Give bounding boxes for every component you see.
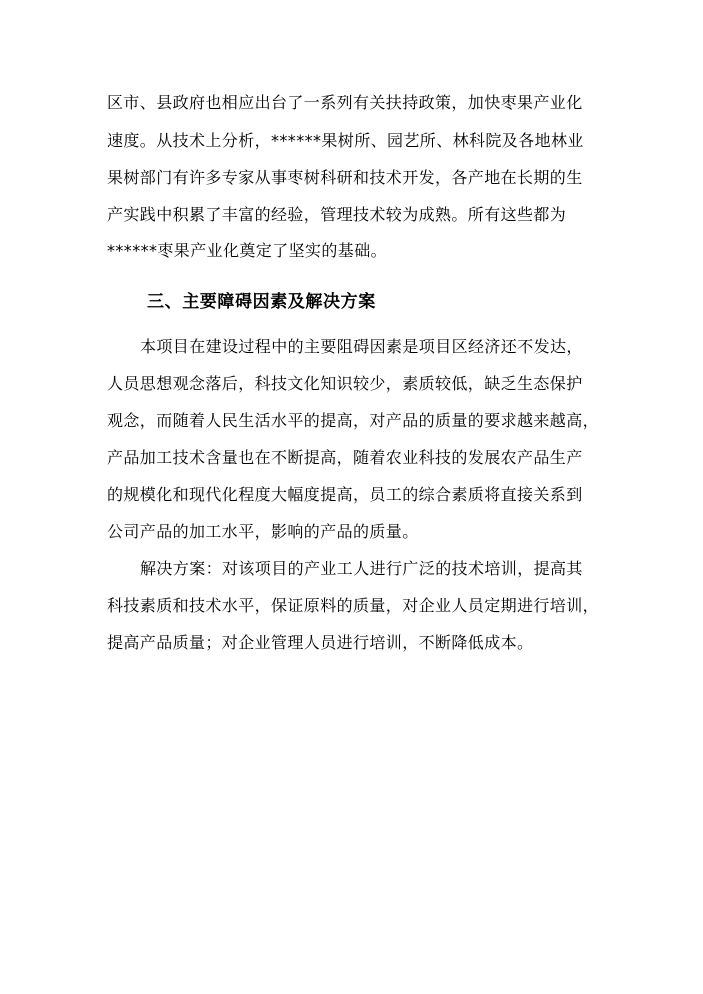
paragraph-line: 区市、县政府也相应出台了一系列有关扶持政策，加快枣果产业化 — [107, 93, 583, 112]
paragraph-line: 本项目在建设过程中的主要阻碍因素是项目区经济还不发达， — [140, 337, 583, 356]
paragraph-line: 解决方案：对该项目的产业工人进行广泛的技术培训，提高其 — [140, 559, 583, 578]
paragraph-line: 提高产品质量；对企业管理人员进行培训，不断降低成本。 — [107, 633, 534, 652]
paragraph-line: 产品加工技术含量也在不断提高，随着农业科技的发展农产品生产 — [107, 448, 583, 467]
section-heading: 三、主要障碍因素及解决方案 — [147, 292, 376, 312]
paragraph-line: ******枣果产业化奠定了坚实的基础。 — [107, 241, 388, 260]
paragraph-line: 人员思想观念落后，科技文化知识较少，素质较低，缺乏生态保护 — [107, 374, 583, 393]
paragraph-line: 的规模化和现代化程度大幅度提高，员工的综合素质将直接关系到 — [107, 485, 583, 504]
paragraph-line: 速度。从技术上分析，******果树所、园艺所、林科院及各地林业 — [107, 131, 584, 150]
paragraph-line: 科技素质和技术水平，保证原料的质量，对企业人员定期进行培训， — [107, 596, 600, 615]
paragraph-line: 果树部门有许多专家从事枣树科研和技术开发，各产地在长期的生 — [107, 168, 583, 187]
paragraph-line: 公司产品的加工水平，影响的产品的质量。 — [107, 522, 419, 541]
paragraph-line: 产实践中积累了丰富的经验，管理技术较为成熟。所有这些都为 — [107, 205, 567, 224]
paragraph-line: 观念，而随着人民生活水平的提高，对产品的质量的要求越来越高， — [107, 411, 600, 430]
